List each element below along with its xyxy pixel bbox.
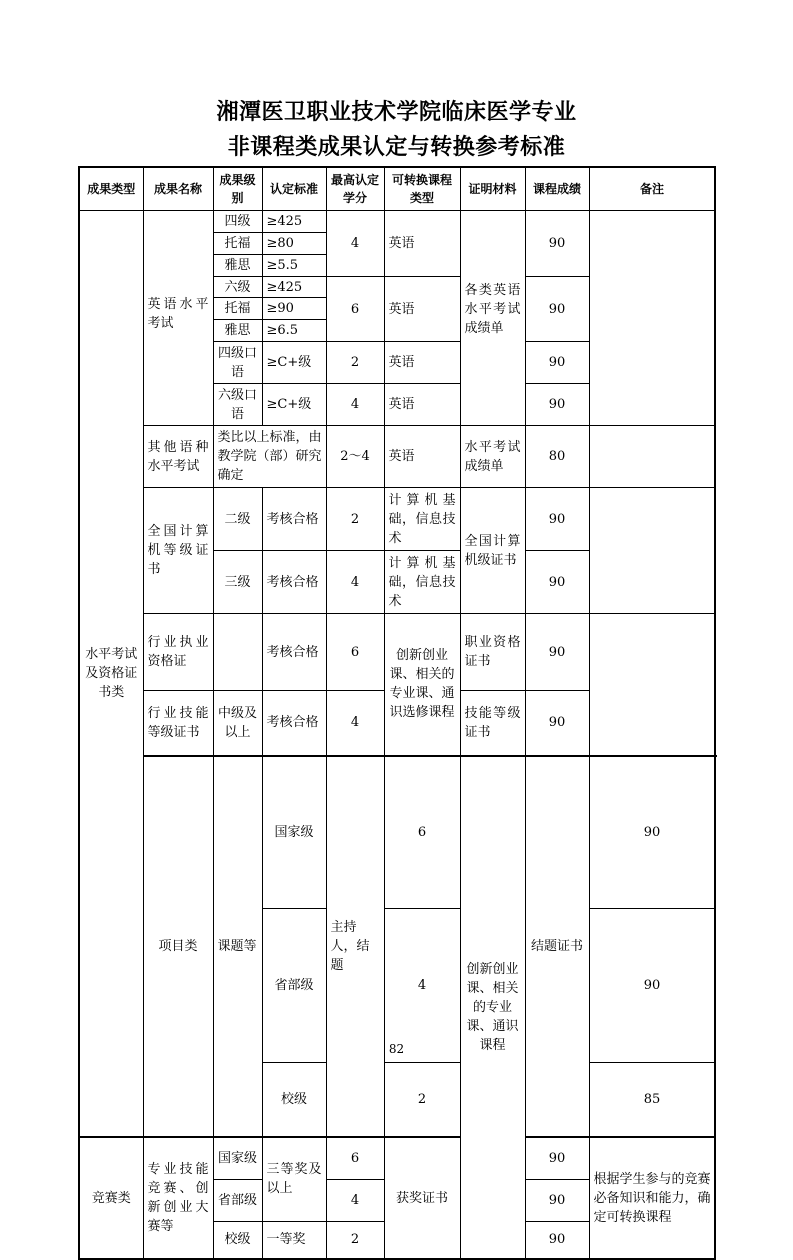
level-cell: 四级 bbox=[213, 211, 262, 233]
table-row bbox=[79, 211, 715, 233]
proof-cell: 技能等级证书 bbox=[460, 691, 525, 756]
credit-cell: 2 bbox=[326, 342, 384, 384]
header-score: 课程成绩 bbox=[525, 167, 589, 211]
page-number: 82 bbox=[388, 1042, 405, 1056]
course-type-cell: 创新创业课、相关的专业课、通识选修课程 bbox=[384, 614, 460, 756]
achievement-name-cell: 行业执业资格证 bbox=[143, 614, 213, 691]
credit-cell: 6 bbox=[384, 756, 460, 909]
standard-cell: 考核合格 bbox=[262, 551, 326, 614]
score-cell: 90 bbox=[525, 1137, 589, 1179]
credit-cell: 4 bbox=[326, 1179, 384, 1221]
header-credit: 最高认定学分 bbox=[326, 167, 384, 211]
credit-cell: 2～4 bbox=[326, 426, 384, 488]
standard-cell: ≥425 bbox=[262, 277, 326, 298]
score-cell: 90 bbox=[589, 909, 715, 1062]
proof-cell: 获奖证书 bbox=[384, 1137, 460, 1259]
level-cell: 托福 bbox=[213, 233, 262, 255]
course-type-cell: 计算机基础，信息技术 bbox=[384, 551, 460, 614]
conversion-standards-table bbox=[78, 166, 716, 1260]
level-cell: 校级 bbox=[213, 1221, 262, 1259]
remark-cell bbox=[589, 488, 715, 614]
score-cell: 90 bbox=[525, 691, 589, 756]
level-cell bbox=[213, 614, 262, 691]
credit-cell: 4 bbox=[326, 691, 384, 756]
score-cell: 90 bbox=[525, 211, 589, 277]
credit-cell: 2 bbox=[384, 1062, 460, 1137]
level-cell: 六级 bbox=[213, 277, 262, 298]
proof-cell: 职业资格证书 bbox=[460, 614, 525, 691]
header-level: 成果级别 bbox=[213, 167, 262, 211]
standard-cell: ≥425 bbox=[262, 211, 326, 233]
standard-cell: ≥C+级 bbox=[262, 342, 326, 384]
remark-cell: 根据学生参与的竞赛必备知识和能力，确定可转换课程 bbox=[589, 1137, 715, 1259]
standard-cell: ≥80 bbox=[262, 233, 326, 255]
level-cell: 校级 bbox=[262, 1062, 326, 1137]
table-row bbox=[79, 1137, 715, 1179]
credit-cell: 6 bbox=[326, 614, 384, 691]
score-cell: 90 bbox=[589, 756, 715, 909]
score-cell: 90 bbox=[525, 277, 589, 342]
standard-cell: ≥C+级 bbox=[262, 384, 326, 426]
achievement-name-cell: 全国计算机等级证书 bbox=[143, 488, 213, 614]
credit-cell: 6 bbox=[326, 1137, 384, 1179]
course-type-cell: 英语 bbox=[384, 384, 460, 426]
credit-cell: 4 bbox=[384, 909, 460, 1062]
level-cell: 国家级 bbox=[213, 1137, 262, 1179]
score-cell: 90 bbox=[525, 1179, 589, 1221]
level-cell: 中级及以上 bbox=[213, 691, 262, 756]
course-type-cell: 英语 bbox=[384, 342, 460, 384]
proof-cell: 各类英语水平考试成绩单 bbox=[460, 211, 525, 426]
header-course-type: 可转换课程类型 bbox=[384, 167, 460, 211]
table-row bbox=[79, 614, 715, 691]
document-title-line1: 湘潭医卫职业技术学院临床医学专业 bbox=[216, 100, 577, 125]
achievement-name-cell: 行业技能等级证书 bbox=[143, 691, 213, 756]
level-cell: 二级 bbox=[213, 488, 262, 551]
category-cell: 水平考试及资格证书类 bbox=[79, 211, 143, 1138]
achievement-name-cell: 其他语种水平考试 bbox=[143, 426, 213, 488]
achievement-name-cell: 英语水平考试 bbox=[143, 211, 213, 426]
achievement-name-cell: 课题等 bbox=[213, 756, 262, 1138]
course-type-cell: 创新创业课、相关的专业课、通识课程 bbox=[460, 756, 525, 1260]
credit-cell: 2 bbox=[326, 488, 384, 551]
level-cell: 雅思 bbox=[213, 320, 262, 342]
proof-cell: 结题证书 bbox=[525, 756, 589, 1138]
standard-cell: ≥6.5 bbox=[262, 320, 326, 342]
score-cell: 90 bbox=[525, 1221, 589, 1259]
score-cell: 90 bbox=[525, 614, 589, 691]
credit-cell: 2 bbox=[326, 1221, 384, 1259]
remark-cell bbox=[589, 211, 715, 426]
standard-cell: 考核合格 bbox=[262, 488, 326, 551]
standard-cell: 类比以上标准，由教学院（部）研究确定 bbox=[213, 426, 326, 488]
level-cell: 省部级 bbox=[213, 1179, 262, 1221]
standard-cell: 三等奖及以上 bbox=[262, 1137, 326, 1221]
score-cell: 90 bbox=[525, 342, 589, 384]
proof-cell: 水平考试成绩单 bbox=[460, 426, 525, 488]
header-remark: 备注 bbox=[589, 167, 715, 211]
score-cell: 90 bbox=[525, 488, 589, 551]
header-proof: 证明材料 bbox=[460, 167, 525, 211]
standard-cell: 一等奖 bbox=[262, 1221, 326, 1259]
category-cell: 项目类 bbox=[143, 756, 213, 1138]
score-cell: 90 bbox=[525, 384, 589, 426]
standard-cell: ≥5.5 bbox=[262, 255, 326, 277]
header-row bbox=[79, 167, 715, 211]
score-cell: 80 bbox=[525, 426, 589, 488]
table-row bbox=[79, 426, 715, 488]
header-standard: 认定标准 bbox=[262, 167, 326, 211]
standard-cell: 主持人，结题 bbox=[326, 756, 384, 1138]
header-name: 成果名称 bbox=[143, 167, 213, 211]
table-row bbox=[79, 756, 715, 909]
score-cell: 85 bbox=[589, 1062, 715, 1137]
credit-cell: 6 bbox=[326, 277, 384, 342]
score-cell: 90 bbox=[525, 551, 589, 614]
course-type-cell: 英语 bbox=[384, 277, 460, 342]
level-cell: 省部级 bbox=[262, 909, 326, 1062]
credit-cell: 4 bbox=[326, 211, 384, 277]
category-cell: 竞赛类 bbox=[79, 1137, 143, 1259]
course-type-cell: 计算机基础，信息技术 bbox=[384, 488, 460, 551]
standard-cell: ≥90 bbox=[262, 298, 326, 320]
remark-cell bbox=[589, 426, 715, 488]
credit-cell: 4 bbox=[326, 551, 384, 614]
level-cell: 国家级 bbox=[262, 756, 326, 909]
course-type-cell: 英语 bbox=[384, 211, 460, 277]
course-type-cell: 英语 bbox=[384, 426, 460, 488]
document-title-line2: 非课程类成果认定与转换参考标准 bbox=[227, 135, 566, 160]
level-cell: 四级口语 bbox=[213, 342, 262, 384]
table-row bbox=[79, 488, 715, 551]
level-cell: 六级口语 bbox=[213, 384, 262, 426]
level-cell: 托福 bbox=[213, 298, 262, 320]
level-cell: 三级 bbox=[213, 551, 262, 614]
proof-cell: 全国计算机级证书 bbox=[460, 488, 525, 614]
achievement-name-cell: 专业技能竞赛、创新创业大赛等 bbox=[143, 1137, 213, 1259]
standard-cell: 考核合格 bbox=[262, 614, 326, 691]
standard-cell: 考核合格 bbox=[262, 691, 326, 756]
remark-cell bbox=[589, 614, 715, 756]
credit-cell: 4 bbox=[326, 384, 384, 426]
level-cell: 雅思 bbox=[213, 255, 262, 277]
header-type: 成果类型 bbox=[79, 167, 143, 211]
